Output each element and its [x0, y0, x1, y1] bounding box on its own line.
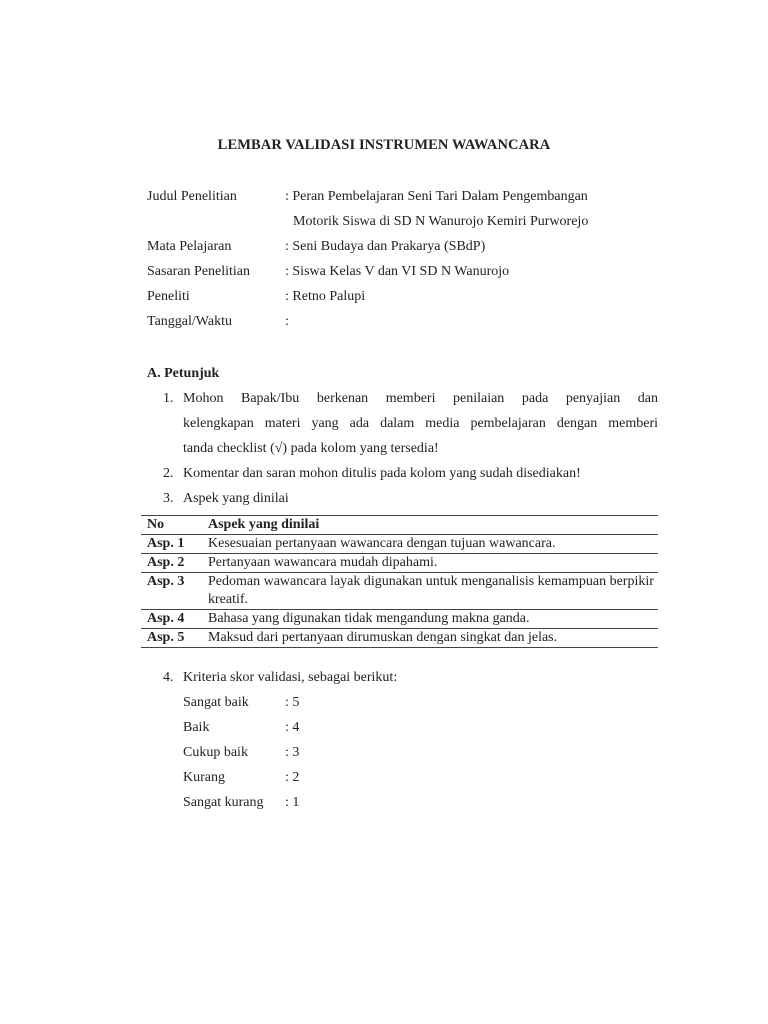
list-number: 1.: [163, 391, 174, 406]
table-row: [141, 535, 658, 554]
list-number: 3.: [163, 491, 174, 506]
score-value: : 4: [285, 720, 300, 735]
list-item-2-text: Komentar dan saran mohon ditulis pada kolom yang sudah disediakan!: [183, 466, 581, 481]
score-label: Cukup baik: [183, 745, 248, 760]
score-label: Sangat baik: [183, 695, 249, 710]
score-value: : 3: [285, 745, 300, 760]
tanggal-label: Tanggal/Waktu: [147, 314, 232, 329]
table-header-no: No: [141, 516, 202, 535]
list-item-3: [163, 489, 658, 509]
table-cell-aspek: Pedoman wawancara layak digunakan untuk menganalisis kemampuan berpikir kreatif.: [202, 573, 658, 610]
table-row: [141, 610, 658, 629]
table-cell-aspek: Kesesuaian pertanyaan wawancara dengan tujuan wawancara.: [202, 535, 658, 554]
table-cell-no: Asp. 5: [141, 629, 202, 648]
score-value: : 1: [285, 795, 300, 810]
aspek-table: [141, 515, 658, 648]
score-value: : 5: [285, 695, 300, 710]
list-item-2: [163, 464, 658, 484]
table-cell-no: Asp. 1: [141, 535, 202, 554]
peneliti-label: Peneliti: [147, 289, 190, 304]
mapel-label: Mata Pelajaran: [147, 239, 232, 254]
sasaran-label: Sasaran Penelitian: [147, 264, 251, 279]
list-item-4-text: Kriteria skor validasi, sebagai berikut:: [183, 670, 398, 685]
list-item-1-line-2: kelengkapan materi yang ada dalam media pembelajaran dengan memberi: [183, 416, 658, 431]
table-cell-aspek: Maksud dari pertanyaan dirumuskan dengan singkat dan jelas.: [202, 629, 658, 648]
sasaran-value: : Siswa Kelas V dan VI SD N Wanurojo: [285, 264, 510, 279]
table-cell-no: Asp. 2: [141, 554, 202, 573]
score-label: Sangat kurang: [183, 795, 264, 810]
peneliti-value: : Retno Palupi: [285, 289, 366, 304]
list-item-4: [163, 668, 658, 688]
score-label: Baik: [183, 720, 210, 735]
judul-value-continued: Motorik Siswa di SD N Wanurojo Kemiri Purworejo: [293, 214, 589, 229]
table-cell-aspek: Pertanyaan wawancara mudah dipahami.: [202, 554, 658, 573]
table-row: [141, 573, 658, 610]
list-item-1: [163, 389, 658, 459]
list-item-1-line-1: Mohon Bapak/Ibu berkenan memberi penilaian pada penyajian dan: [183, 391, 658, 406]
list-item-1-line-3: tanda checklist (√) pada kolom yang tersedia!: [183, 441, 439, 456]
list-number: 4.: [163, 670, 174, 685]
table-cell-no: Asp. 3: [141, 573, 202, 610]
judul-value: : Peran Pembelajaran Seni Tari Dalam Pengembangan: [285, 189, 588, 204]
judul-label: Judul Penelitian: [147, 189, 237, 204]
score-value: : 2: [285, 770, 300, 785]
table-header-row: [141, 516, 658, 535]
document-title: LEMBAR VALIDASI INSTRUMEN WAWANCARA: [217, 137, 551, 153]
table-header-aspek: Aspek yang dinilai: [202, 516, 658, 535]
table-cell-no: Asp. 4: [141, 610, 202, 629]
section-heading-petunjuk: A. Petunjuk: [147, 366, 220, 381]
list-item-3-text: Aspek yang dinilai: [183, 491, 289, 506]
score-label: Kurang: [183, 770, 225, 785]
table-row: [141, 629, 658, 648]
table-cell-aspek: Bahasa yang digunakan tidak mengandung makna ganda.: [202, 610, 658, 629]
list-number: 2.: [163, 466, 174, 481]
tanggal-value: :: [285, 314, 289, 329]
table-row: [141, 554, 658, 573]
mapel-value: : Seni Budaya dan Prakarya (SBdP): [285, 239, 486, 254]
